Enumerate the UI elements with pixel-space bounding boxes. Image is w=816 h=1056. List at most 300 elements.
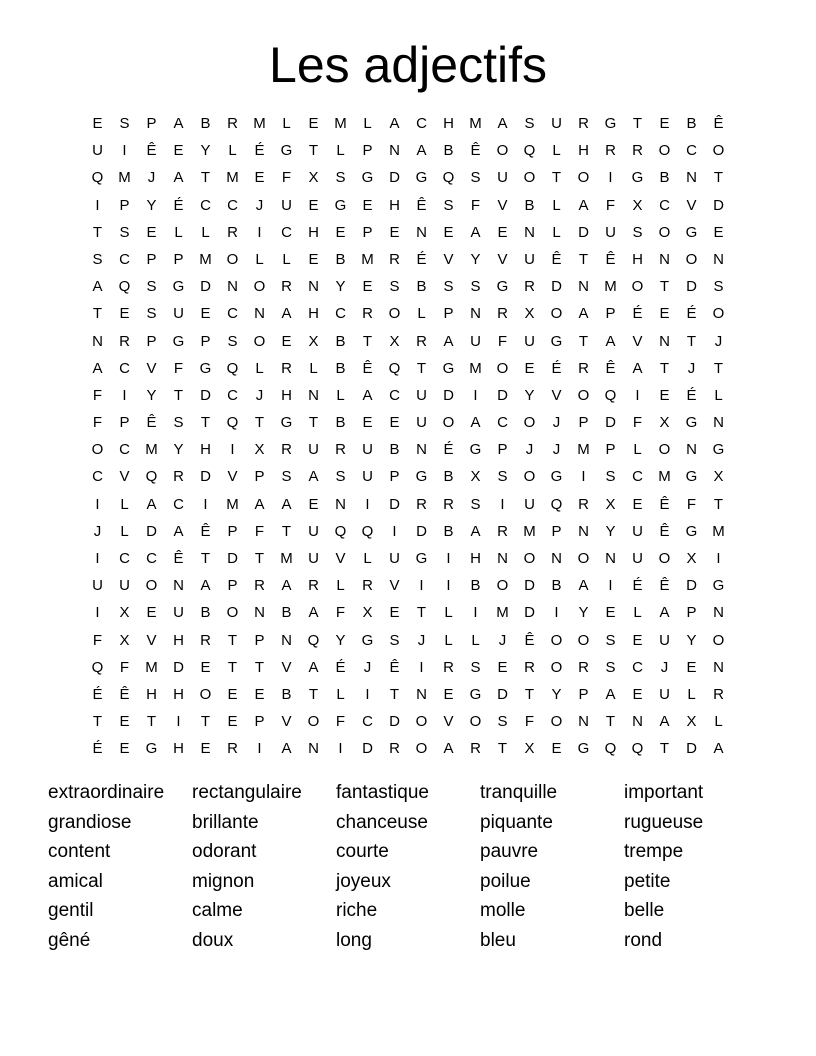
grid-letter: C xyxy=(200,196,211,214)
grid-letter: M xyxy=(253,115,266,132)
grid-letter: R xyxy=(200,631,211,649)
grid-letter: O xyxy=(496,359,509,377)
grid-letter: M xyxy=(280,550,293,567)
grid-letter: D xyxy=(362,740,373,758)
grid-letter: T xyxy=(578,250,589,268)
grid-letter: T xyxy=(632,115,643,132)
grid-letter: A xyxy=(470,522,481,540)
grid-letter: Ê xyxy=(470,142,481,160)
grid-letter: O xyxy=(712,142,725,160)
grid-letter: Ê xyxy=(200,522,211,540)
grid-letter: O xyxy=(523,169,536,187)
grid-letter: R xyxy=(362,305,373,323)
grid-letter: O xyxy=(577,631,590,649)
grid-letter: J xyxy=(714,332,723,350)
grid-letter: É xyxy=(632,577,643,595)
grid-letter: É xyxy=(632,305,643,323)
grid-letter: V xyxy=(443,250,454,268)
grid-letter: S xyxy=(119,223,130,241)
grid-letter: E xyxy=(389,604,400,622)
grid-letter: B xyxy=(659,169,670,187)
grid-letter: O xyxy=(712,305,725,323)
grid-letter: P xyxy=(362,223,373,241)
grid-letter: R xyxy=(335,441,346,459)
grid-letter: U xyxy=(470,332,481,350)
grid-letter: S xyxy=(497,713,508,731)
grid-letter: O xyxy=(253,332,266,350)
grid-letter: O xyxy=(226,250,239,268)
grid-letter: A xyxy=(443,740,454,758)
grid-letter: E xyxy=(686,658,697,676)
grid-letter: N xyxy=(551,550,562,567)
grid-letter: E xyxy=(92,115,103,132)
grid-letter: C xyxy=(497,414,508,432)
grid-letter: X xyxy=(686,713,697,731)
grid-letter: S xyxy=(119,115,130,132)
grid-letter: T xyxy=(416,604,427,622)
grid-letter: J xyxy=(660,658,669,676)
grid-letter: E xyxy=(254,169,265,187)
grid-letter: D xyxy=(227,550,238,567)
grid-letter: V xyxy=(281,658,292,676)
grid-letter: R xyxy=(227,115,238,132)
grid-letter: F xyxy=(254,522,265,540)
grid-letter: E xyxy=(254,685,265,703)
grid-letter: J xyxy=(552,414,561,432)
grid-letter: U xyxy=(659,631,670,649)
word-list-item: joyeux xyxy=(336,870,391,892)
grid-letter: R xyxy=(632,142,643,160)
word-list-item: molle xyxy=(480,900,526,922)
grid-letter: E xyxy=(227,713,238,731)
grid-letter: X xyxy=(524,740,535,758)
grid-letter: C xyxy=(227,196,238,214)
grid-letter: R xyxy=(119,332,130,350)
grid-letter: R xyxy=(605,142,616,160)
grid-letter: O xyxy=(550,713,563,731)
grid-letter: U xyxy=(524,495,535,513)
grid-letter: I xyxy=(392,522,397,540)
grid-letter: Q xyxy=(604,740,617,758)
grid-letter: É xyxy=(686,305,697,323)
grid-letter: Q xyxy=(442,169,455,187)
grid-letter: Ê xyxy=(416,196,427,214)
grid-letter: A xyxy=(605,332,616,350)
word-list-item: fantastique xyxy=(336,782,429,803)
grid-letter: I xyxy=(581,468,586,486)
grid-letter: E xyxy=(200,305,211,323)
grid-letter: N xyxy=(686,169,697,187)
grid-letter: B xyxy=(281,604,292,622)
grid-letter: L xyxy=(633,604,642,622)
grid-letter: P xyxy=(578,414,589,432)
grid-letter: V xyxy=(497,250,508,268)
grid-letter: E xyxy=(497,223,508,241)
grid-letter: C xyxy=(173,495,184,513)
grid-letter: O xyxy=(415,740,428,758)
grid-letter: R xyxy=(524,658,535,676)
grid-letter: X xyxy=(632,196,643,214)
grid-letter: A xyxy=(308,658,319,676)
grid-letter: X xyxy=(362,604,373,622)
grid-letter: P xyxy=(389,468,400,486)
grid-letter: E xyxy=(119,713,130,731)
grid-letter: U xyxy=(281,196,292,214)
grid-letter: Y xyxy=(146,386,157,404)
grid-letter: G xyxy=(145,740,158,758)
grid-letter: I xyxy=(419,658,424,676)
grid-letter: I xyxy=(473,386,478,404)
grid-letter: O xyxy=(685,250,698,268)
grid-letter: E xyxy=(632,631,643,649)
grid-letter: B xyxy=(200,115,211,132)
grid-letter: P xyxy=(200,332,211,350)
word-list-item: extraordinaire xyxy=(48,782,165,803)
grid-letter: D xyxy=(578,223,589,241)
grid-letter: U xyxy=(173,305,184,323)
grid-letter: L xyxy=(120,522,129,540)
grid-letter: G xyxy=(577,740,590,758)
grid-letter: I xyxy=(446,550,451,567)
grid-letter: I xyxy=(608,577,613,595)
grid-letter: O xyxy=(253,278,266,296)
grid-letter: F xyxy=(335,713,346,731)
grid-letter: S xyxy=(146,305,157,323)
grid-letter: T xyxy=(200,169,211,187)
grid-letter: V xyxy=(686,196,697,214)
grid-letter: Ê xyxy=(173,550,184,567)
grid-letter: L xyxy=(552,223,561,241)
grid-letter: N xyxy=(335,495,346,513)
grid-letter: I xyxy=(257,740,262,758)
grid-letter: A xyxy=(308,468,319,486)
word-list-item: poilue xyxy=(480,870,531,892)
grid-letter: Y xyxy=(578,604,589,622)
grid-letter: H xyxy=(146,685,157,703)
grid-letter: T xyxy=(578,332,589,350)
grid-letter: H xyxy=(389,196,400,214)
grid-letter: M xyxy=(712,522,725,540)
grid-letter: N xyxy=(605,550,616,567)
grid-letter: L xyxy=(471,631,480,649)
grid-letter: I xyxy=(500,495,505,513)
grid-letter: Y xyxy=(173,441,184,459)
grid-letter: G xyxy=(604,115,617,132)
grid-letter: F xyxy=(605,196,616,214)
grid-letter: T xyxy=(92,713,103,731)
grid-letter: T xyxy=(254,414,265,432)
grid-letter: U xyxy=(416,386,427,404)
grid-letter: U xyxy=(308,550,319,567)
grid-letter: Y xyxy=(200,142,211,160)
grid-letter: G xyxy=(469,685,482,703)
grid-letter: B xyxy=(416,278,427,296)
grid-letter: Ê xyxy=(605,359,616,377)
grid-letter: Ê xyxy=(146,142,157,160)
grid-letter: A xyxy=(659,713,670,731)
grid-letter: N xyxy=(308,740,319,758)
grid-letter: P xyxy=(146,250,157,268)
grid-letter: G xyxy=(415,169,428,187)
word-list-item: long xyxy=(336,929,372,951)
grid-letter: T xyxy=(254,550,265,567)
grid-letter: U xyxy=(92,577,103,595)
grid-letter: X xyxy=(686,550,697,567)
grid-letter: G xyxy=(361,169,374,187)
grid-letter: N xyxy=(254,604,265,622)
grid-letter: I xyxy=(473,604,478,622)
grid-letter: U xyxy=(308,522,319,540)
grid-letter: V xyxy=(119,468,130,486)
grid-letter: L xyxy=(552,196,561,214)
grid-letter: F xyxy=(119,658,130,676)
grid-letter: C xyxy=(146,550,157,567)
grid-letter: T xyxy=(308,414,319,432)
grid-letter: E xyxy=(362,414,373,432)
grid-letter: S xyxy=(713,278,724,296)
grid-letter: X xyxy=(254,441,265,459)
grid-letter: H xyxy=(308,223,319,241)
grid-letter: N xyxy=(227,278,238,296)
grid-letter: L xyxy=(633,441,642,459)
grid-letter: A xyxy=(713,740,724,758)
grid-letter: S xyxy=(92,250,103,268)
grid-letter: É xyxy=(254,142,265,160)
grid-letter: D xyxy=(686,278,697,296)
grid-letter: L xyxy=(309,359,318,377)
grid-letter: N xyxy=(713,658,724,676)
grid-letter: L xyxy=(120,495,129,513)
word-list-item: tranquille xyxy=(480,782,558,803)
grid-letter: G xyxy=(550,332,563,350)
grid-letter: G xyxy=(550,468,563,486)
grid-letter: Ê xyxy=(551,250,562,268)
grid-letter: E xyxy=(119,740,130,758)
grid-letter: R xyxy=(389,250,400,268)
grid-letter: B xyxy=(443,142,454,160)
grid-letter: O xyxy=(550,631,563,649)
grid-letter: Q xyxy=(226,359,239,377)
grid-letter: S xyxy=(470,658,481,676)
grid-letter: G xyxy=(415,468,428,486)
grid-letter: L xyxy=(228,142,237,160)
grid-letter: P xyxy=(605,305,616,323)
word-list-item: amical xyxy=(48,870,103,892)
grid-letter: Q xyxy=(550,495,563,513)
grid-letter: O xyxy=(442,414,455,432)
grid-letter: A xyxy=(497,115,508,132)
grid-letter: A xyxy=(254,495,265,513)
grid-letter: P xyxy=(173,250,184,268)
grid-letter: N xyxy=(497,550,508,567)
grid-letter: N xyxy=(416,685,427,703)
grid-letter: P xyxy=(686,604,697,622)
grid-letter: P xyxy=(119,414,130,432)
grid-letter: R xyxy=(443,658,454,676)
grid-letter: R xyxy=(578,658,589,676)
grid-letter: A xyxy=(173,522,184,540)
grid-letter: D xyxy=(497,685,508,703)
grid-letter: L xyxy=(282,250,291,268)
grid-letter: T xyxy=(227,658,238,676)
grid-letter: Q xyxy=(631,740,644,758)
grid-letter: T xyxy=(659,359,670,377)
grid-letter: X xyxy=(470,468,481,486)
grid-letter: L xyxy=(417,305,426,323)
grid-letter: A xyxy=(632,359,643,377)
grid-letter: G xyxy=(415,550,428,567)
grid-letter: F xyxy=(335,604,346,622)
grid-letter: O xyxy=(658,550,671,567)
word-list-item: gêné xyxy=(48,929,91,951)
grid-letter: O xyxy=(388,305,401,323)
grid-letter: D xyxy=(173,658,184,676)
grid-letter: N xyxy=(659,250,670,268)
grid-letter: G xyxy=(496,278,509,296)
grid-letter: T xyxy=(497,740,508,758)
grid-letter: E xyxy=(308,250,319,268)
grid-letter: A xyxy=(659,604,670,622)
grid-letter: H xyxy=(173,685,184,703)
grid-letter: C xyxy=(119,441,130,459)
grid-letter: Y xyxy=(686,631,697,649)
grid-letter: F xyxy=(92,386,103,404)
grid-letter: Ê xyxy=(659,495,670,513)
word-search-grid xyxy=(84,116,732,769)
grid-letter: N xyxy=(578,522,589,540)
grid-letter: A xyxy=(281,577,292,595)
grid-letter: H xyxy=(173,631,184,649)
grid-letter: N xyxy=(686,441,697,459)
grid-letter: C xyxy=(416,115,427,132)
word-list-item: rond xyxy=(624,929,663,951)
grid-letter: P xyxy=(605,441,616,459)
grid-letter: Q xyxy=(361,522,374,540)
grid-letter: E xyxy=(659,115,670,132)
grid-letter: E xyxy=(308,196,319,214)
grid-letter: C xyxy=(119,550,130,567)
grid-letter: T xyxy=(659,278,670,296)
grid-letter: B xyxy=(524,196,535,214)
grid-letter: O xyxy=(577,550,590,567)
grid-letter: A xyxy=(416,142,427,160)
grid-letter: E xyxy=(551,740,562,758)
grid-letter: R xyxy=(389,740,400,758)
grid-letter: B xyxy=(335,359,346,377)
grid-letter: U xyxy=(632,522,643,540)
grid-letter: B xyxy=(281,685,292,703)
grid-letter: I xyxy=(203,495,208,513)
grid-letter: L xyxy=(336,386,345,404)
grid-letter: V xyxy=(389,577,400,595)
grid-letter: P xyxy=(551,522,562,540)
grid-letter: O xyxy=(496,142,509,160)
grid-letter: C xyxy=(119,359,130,377)
grid-letter: E xyxy=(443,685,454,703)
grid-letter: T xyxy=(416,359,427,377)
grid-letter: Q xyxy=(523,142,536,160)
grid-letter: O xyxy=(577,386,590,404)
grid-letter: R xyxy=(443,495,454,513)
grid-letter: I xyxy=(365,495,370,513)
grid-letter: D xyxy=(389,713,400,731)
grid-letter: G xyxy=(172,278,185,296)
grid-letter: S xyxy=(146,278,157,296)
grid-letter: D xyxy=(416,522,427,540)
grid-letter: B xyxy=(443,522,454,540)
grid-letter: C xyxy=(686,142,697,160)
grid-letter: T xyxy=(92,223,103,241)
grid-letter: V xyxy=(335,550,346,567)
grid-letter: R xyxy=(578,115,589,132)
grid-letter: E xyxy=(362,278,373,296)
grid-letter: S xyxy=(605,658,616,676)
grid-letter: V xyxy=(497,196,508,214)
grid-letter: U xyxy=(524,250,535,268)
word-list xyxy=(48,782,768,960)
word-list-item: pauvre xyxy=(480,841,539,863)
grid-letter: Y xyxy=(335,278,346,296)
grid-letter: É xyxy=(443,441,454,459)
grid-letter: Y xyxy=(551,685,562,703)
grid-letter: M xyxy=(658,468,671,486)
grid-letter: G xyxy=(280,414,293,432)
grid-letter: O xyxy=(415,713,428,731)
grid-letter: M xyxy=(361,250,374,268)
grid-letter: L xyxy=(174,223,183,241)
grid-letter: R xyxy=(578,359,589,377)
grid-letter: C xyxy=(92,468,103,486)
grid-letter: T xyxy=(605,713,616,731)
grid-letter: G xyxy=(631,169,644,187)
grid-letter: D xyxy=(713,196,724,214)
grid-letter: X xyxy=(605,495,616,513)
grid-letter: B xyxy=(686,115,697,132)
grid-letter: A xyxy=(443,332,454,350)
grid-letter: N xyxy=(254,305,265,323)
grid-letter: R xyxy=(281,359,292,377)
grid-letter: F xyxy=(686,495,697,513)
grid-letter: E xyxy=(632,685,643,703)
grid-letter: H xyxy=(200,441,211,459)
grid-letter: M xyxy=(226,169,239,187)
grid-letter: J xyxy=(255,386,264,404)
grid-letter: M xyxy=(199,250,212,268)
grid-letter: R xyxy=(416,495,427,513)
grid-letter: R xyxy=(578,495,589,513)
grid-letter: A xyxy=(146,495,157,513)
grid-letter: A xyxy=(362,386,373,404)
grid-letter: H xyxy=(443,115,454,132)
grid-letter: B xyxy=(443,468,454,486)
grid-letter: S xyxy=(335,169,346,187)
grid-letter: H xyxy=(470,550,481,567)
grid-letter: T xyxy=(686,332,697,350)
grid-letter: S xyxy=(497,468,508,486)
grid-letter: P xyxy=(578,685,589,703)
grid-letter: T xyxy=(362,332,373,350)
grid-letter: E xyxy=(659,305,670,323)
grid-letter: É xyxy=(686,386,697,404)
grid-letter: M xyxy=(523,522,536,540)
grid-letter: L xyxy=(282,115,291,132)
grid-letter: N xyxy=(578,278,589,296)
grid-letter: Ê xyxy=(524,631,535,649)
grid-letter: C xyxy=(362,713,373,731)
grid-letter: G xyxy=(712,441,725,459)
grid-letter: A xyxy=(92,278,103,296)
grid-letter: I xyxy=(608,169,613,187)
